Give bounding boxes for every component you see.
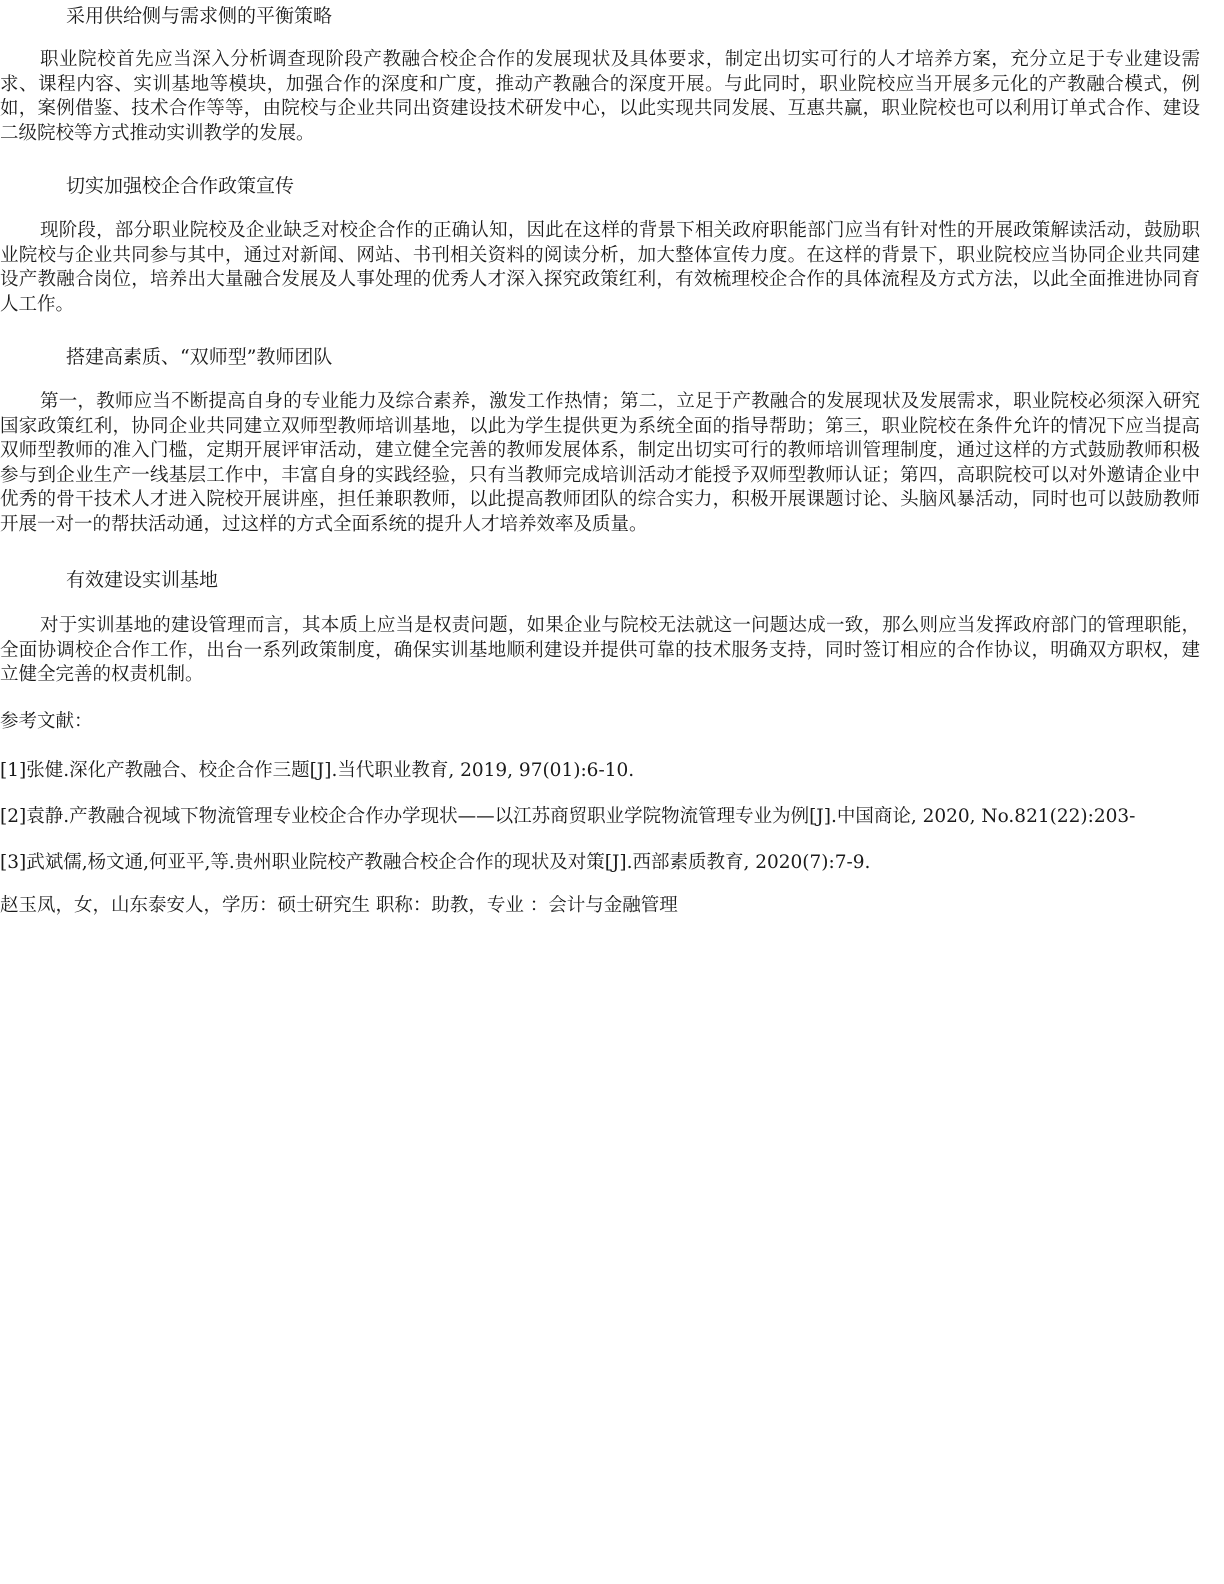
section-heading-4: 有效建设实训基地 <box>66 569 219 591</box>
section-heading-2: 切实加强校企合作政策宣传 <box>66 175 295 197</box>
section-body-1: 职业院校首先应当深入分析调查现阶段产教融合校企合作的发展现状及具体要求，制定出切实可行的人才培养方案，充分立足于专业建设需求、课程内容、实训基地等模块，加强合作的深度和广度，推动产教融合的深度开展。与此同时，职业院校应当开展多元化的产教融合模式，例如，案例借鉴、技术合作等等，由院校与企业共同出资建设技术研发中心，以此实现共同发展、互惠共赢，职业院校也可以利用订单式合作、建设二级院校等方式推动实训教学的发展。 <box>0 49 1200 144</box>
reference-item-3: [3]武斌儒,杨文通,何亚平,等.贵州职业院校产教融合校企合作的现状及对策[J].西部素质教育, 2020(7):7-9. <box>0 852 871 873</box>
reference-item-2: [2]袁静.产教融合视域下物流管理专业校企合作办学现状——以江苏商贸职业学院物流管理专业为例[J].中国商论, 2020, No.821(22):203- <box>0 806 1136 827</box>
section-heading-1: 采用供给侧与需求侧的平衡策略 <box>66 5 333 27</box>
references-title: 参考文献： <box>0 711 93 732</box>
section-body-2: 现阶段，部分职业院校及企业缺乏对校企合作的正确认知，因此在这样的背景下相关政府职能部门应当有针对性的开展政策解读活动，鼓励职业院校与企业共同参与其中，通过对新闻、网站、书刊相关资料的阅读分析，加大整体宣传力度。在这样的背景下，职业院校应当协同企业共同建设产教融合岗位，培养出大量融合发展及人事处理的优秀人才深入探究政策红利，有效梳理校企合作的具体流程及方式方法，以此全面推进协同育人工作。 <box>0 220 1200 315</box>
reference-item-1: [1]张健.深化产教融合、校企合作三题[J].当代职业教育, 2019, 97(01):6-10. <box>0 760 635 781</box>
section-body-4: 对于实训基地的建设管理而言，其本质上应当是权责问题，如果企业与院校无法就这一问题达成一致，那么则应当发挥政府部门的管理职能，全面协调校企合作工作，出台一系列政策制度，确保实训基地顺利建设并提供可靠的技术服务支持，同时签订相应的合作协议，明确双方职权，建立健全完善的权责机制。 <box>0 615 1200 685</box>
author-note: 赵玉凤，女，山东泰安人，学历：硕士研究生 职称：助教，专业 ：会计与金融管理 <box>0 895 678 916</box>
section-heading-3: 搭建高素质、“双师型”教师团队 <box>66 346 333 368</box>
section-body-3: 第一，教师应当不断提高自身的专业能力及综合素养，激发工作热情；第二，立足于产教融合的发展现状及发展需求，职业院校必须深入研究国家政策红利，协同企业共同建立双师型教师培训基地，以此为学生提供更为系统全面的指导帮助；第三，职业院校在条件允许的情况下应当提高双师型教师的准入门槛，定期开展评审活动，建立健全完善的教师发展体系，制定出切实可行的教师培训管理制度，通过这样的方式鼓励教师积极参与到企业生产一线基层工作中，丰富自身的实践经验，只有当教师完成培训活动才能授予双师型教师认证；第四，高职院校可以对外邀请企业中优秀的骨干技术人才进入院校开展讲座，担任兼职教师，以此提高教师团队的综合实力，积极开展课题讨论、头脑风暴活动，同时也可以鼓励教师开展一对一的帮扶活动通，过这样的方式全面系统的提升人才培养效率及质量。 <box>0 391 1200 535</box>
